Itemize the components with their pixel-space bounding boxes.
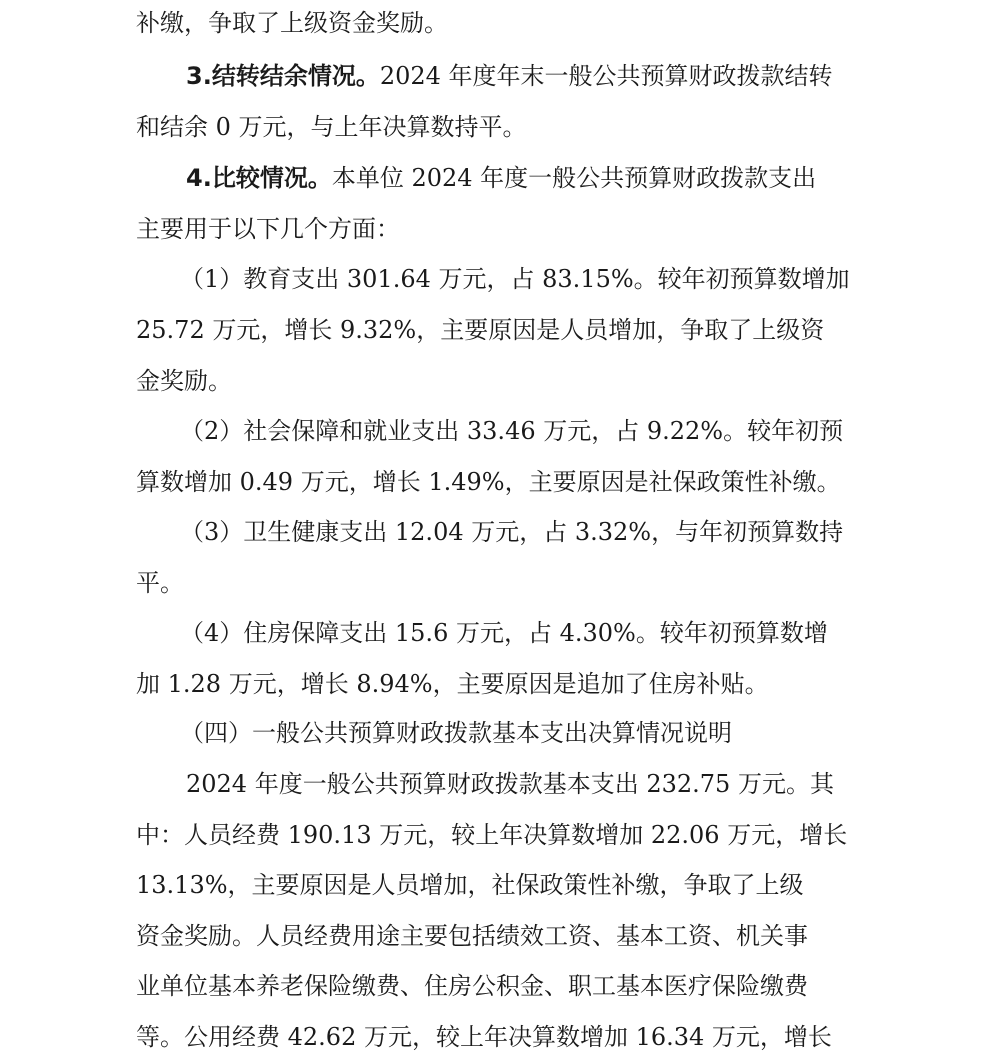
text-line: 金奖励。 <box>136 367 232 395</box>
text-line: 25.72 万元，增长 9.32%，主要原因是人员增加，争取了上级资 <box>136 316 825 344</box>
text-line: 业单位基本养老保险缴费、住房公积金、职工基本医疗保险缴费 <box>136 972 808 1000</box>
text-line: 和结余 0 万元，与上年决算数持平。 <box>136 113 527 141</box>
text-line: 加 1.28 万元，增长 8.94%，主要原因是追加了住房补贴。 <box>136 670 769 698</box>
text-span: 2024 年度年末一般公共预算财政拨款结转 <box>379 62 833 90</box>
text-line: 13.13%，主要原因是人员增加，社保政策性补缴，争取了上级 <box>136 871 804 899</box>
text-line: （3）卫生健康支出 12.04 万元，占 3.32%，与年初预算数持 <box>180 518 844 546</box>
text-line <box>186 61 876 91</box>
text-line: 主要用于以下几个方面： <box>136 215 400 243</box>
text-line: 算数增加 0.49 万元，增长 1.49%，主要原因是社保政策性补缴。 <box>136 468 841 496</box>
text-line: 2024 年度一般公共预算财政拨款基本支出 232.75 万元。其 <box>186 770 834 798</box>
subsection-heading: （四）一般公共预算财政拨款基本支出决算情况说明 <box>180 719 732 747</box>
text-line: 等。公用经费 42.62 万元，较上年决算数增加 16.34 万元，增长 <box>136 1023 832 1051</box>
text-span: 本单位 2024 年度一般公共预算财政拨款支出 <box>331 164 817 192</box>
text-line <box>186 163 876 193</box>
text-line: 资金奖励。人员经费用途主要包括绩效工资、基本工资、机关事 <box>136 922 808 950</box>
text-line: （4）住房保障支出 15.6 万元，占 4.30%。较年初预算数增 <box>180 619 828 647</box>
section-heading-comparison: 4.比较情况。 <box>186 164 332 192</box>
section-heading-carryover: 3.结转结余情况。 <box>186 62 380 90</box>
text-line: 平。 <box>136 569 184 597</box>
text-line: （2）社会保障和就业支出 33.46 万元，占 9.22%。较年初预 <box>180 417 844 445</box>
text-line: 补缴，争取了上级资金奖励。 <box>136 9 448 37</box>
text-line: 中：人员经费 190.13 万元，较上年决算数增加 22.06 万元，增长 <box>136 821 848 849</box>
text-line: （1）教育支出 301.64 万元，占 83.15%。较年初预算数增加 <box>180 265 850 293</box>
